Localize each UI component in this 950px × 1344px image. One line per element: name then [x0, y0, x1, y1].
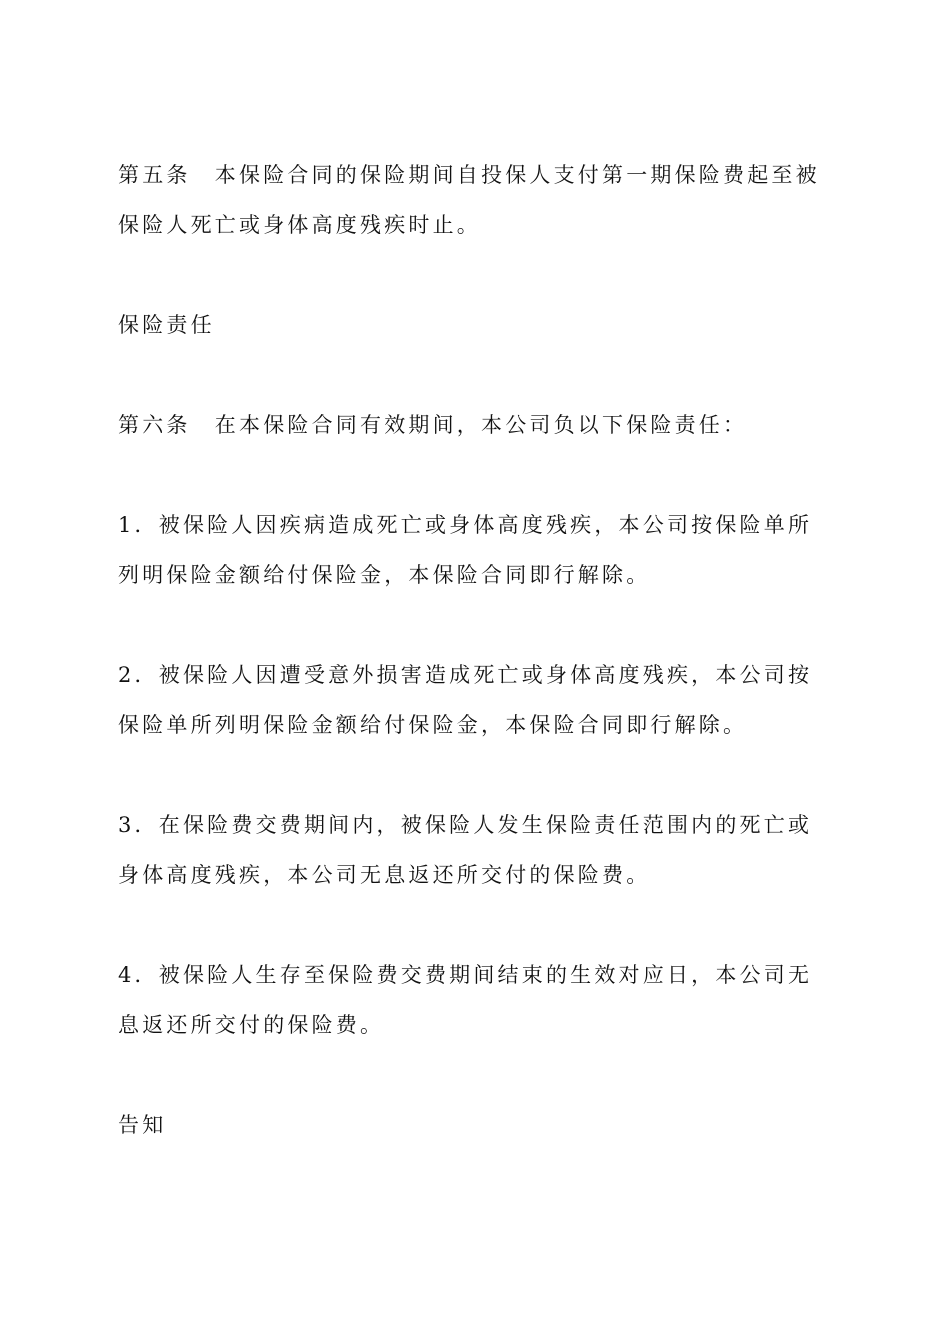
liability-item-3: 3．在保险费交费期间内，被保险人发生保险责任范围内的死亡或身体高度残疾，本公司无息返还所交付的保险费。: [118, 813, 813, 887]
paragraph-gap: [118, 350, 834, 400]
paragraph-gap: [118, 450, 834, 500]
liability-item-2: 2．被保险人因遭受意外损害造成死亡或身体高度残疾，本公司按保险单所列明保险金额给付保险金，本保险合同即行解除。: [118, 663, 813, 737]
paragraph-gap: [118, 1050, 834, 1100]
article-5-paragraph: 第五条 本保险合同的保险期间自投保人支付第一期保险费起至被保险人死亡或身体高度残疾时止。: [118, 163, 820, 237]
liability-item-1: 1．被保险人因疾病造成死亡或身体高度残疾，本公司按保险单所列明保险金额给付保险金，本保险合同即行解除。: [118, 513, 813, 587]
section-heading-insurance-liability: 保险责任: [118, 313, 215, 337]
article-6-paragraph: 第六条 在本保险合同有效期间，本公司负以下保险责任：: [118, 413, 748, 437]
paragraph-gap: [118, 600, 834, 650]
paragraph-gap: [118, 250, 834, 300]
paragraph-gap: [118, 750, 834, 800]
document-body: [118, 150, 834, 1150]
paragraph-gap: [118, 900, 834, 950]
liability-item-4: 4．被保险人生存至保险费交费期间结束的生效对应日，本公司无息返还所交付的保险费。: [118, 963, 813, 1037]
section-heading-notification: 告知: [118, 1113, 167, 1137]
